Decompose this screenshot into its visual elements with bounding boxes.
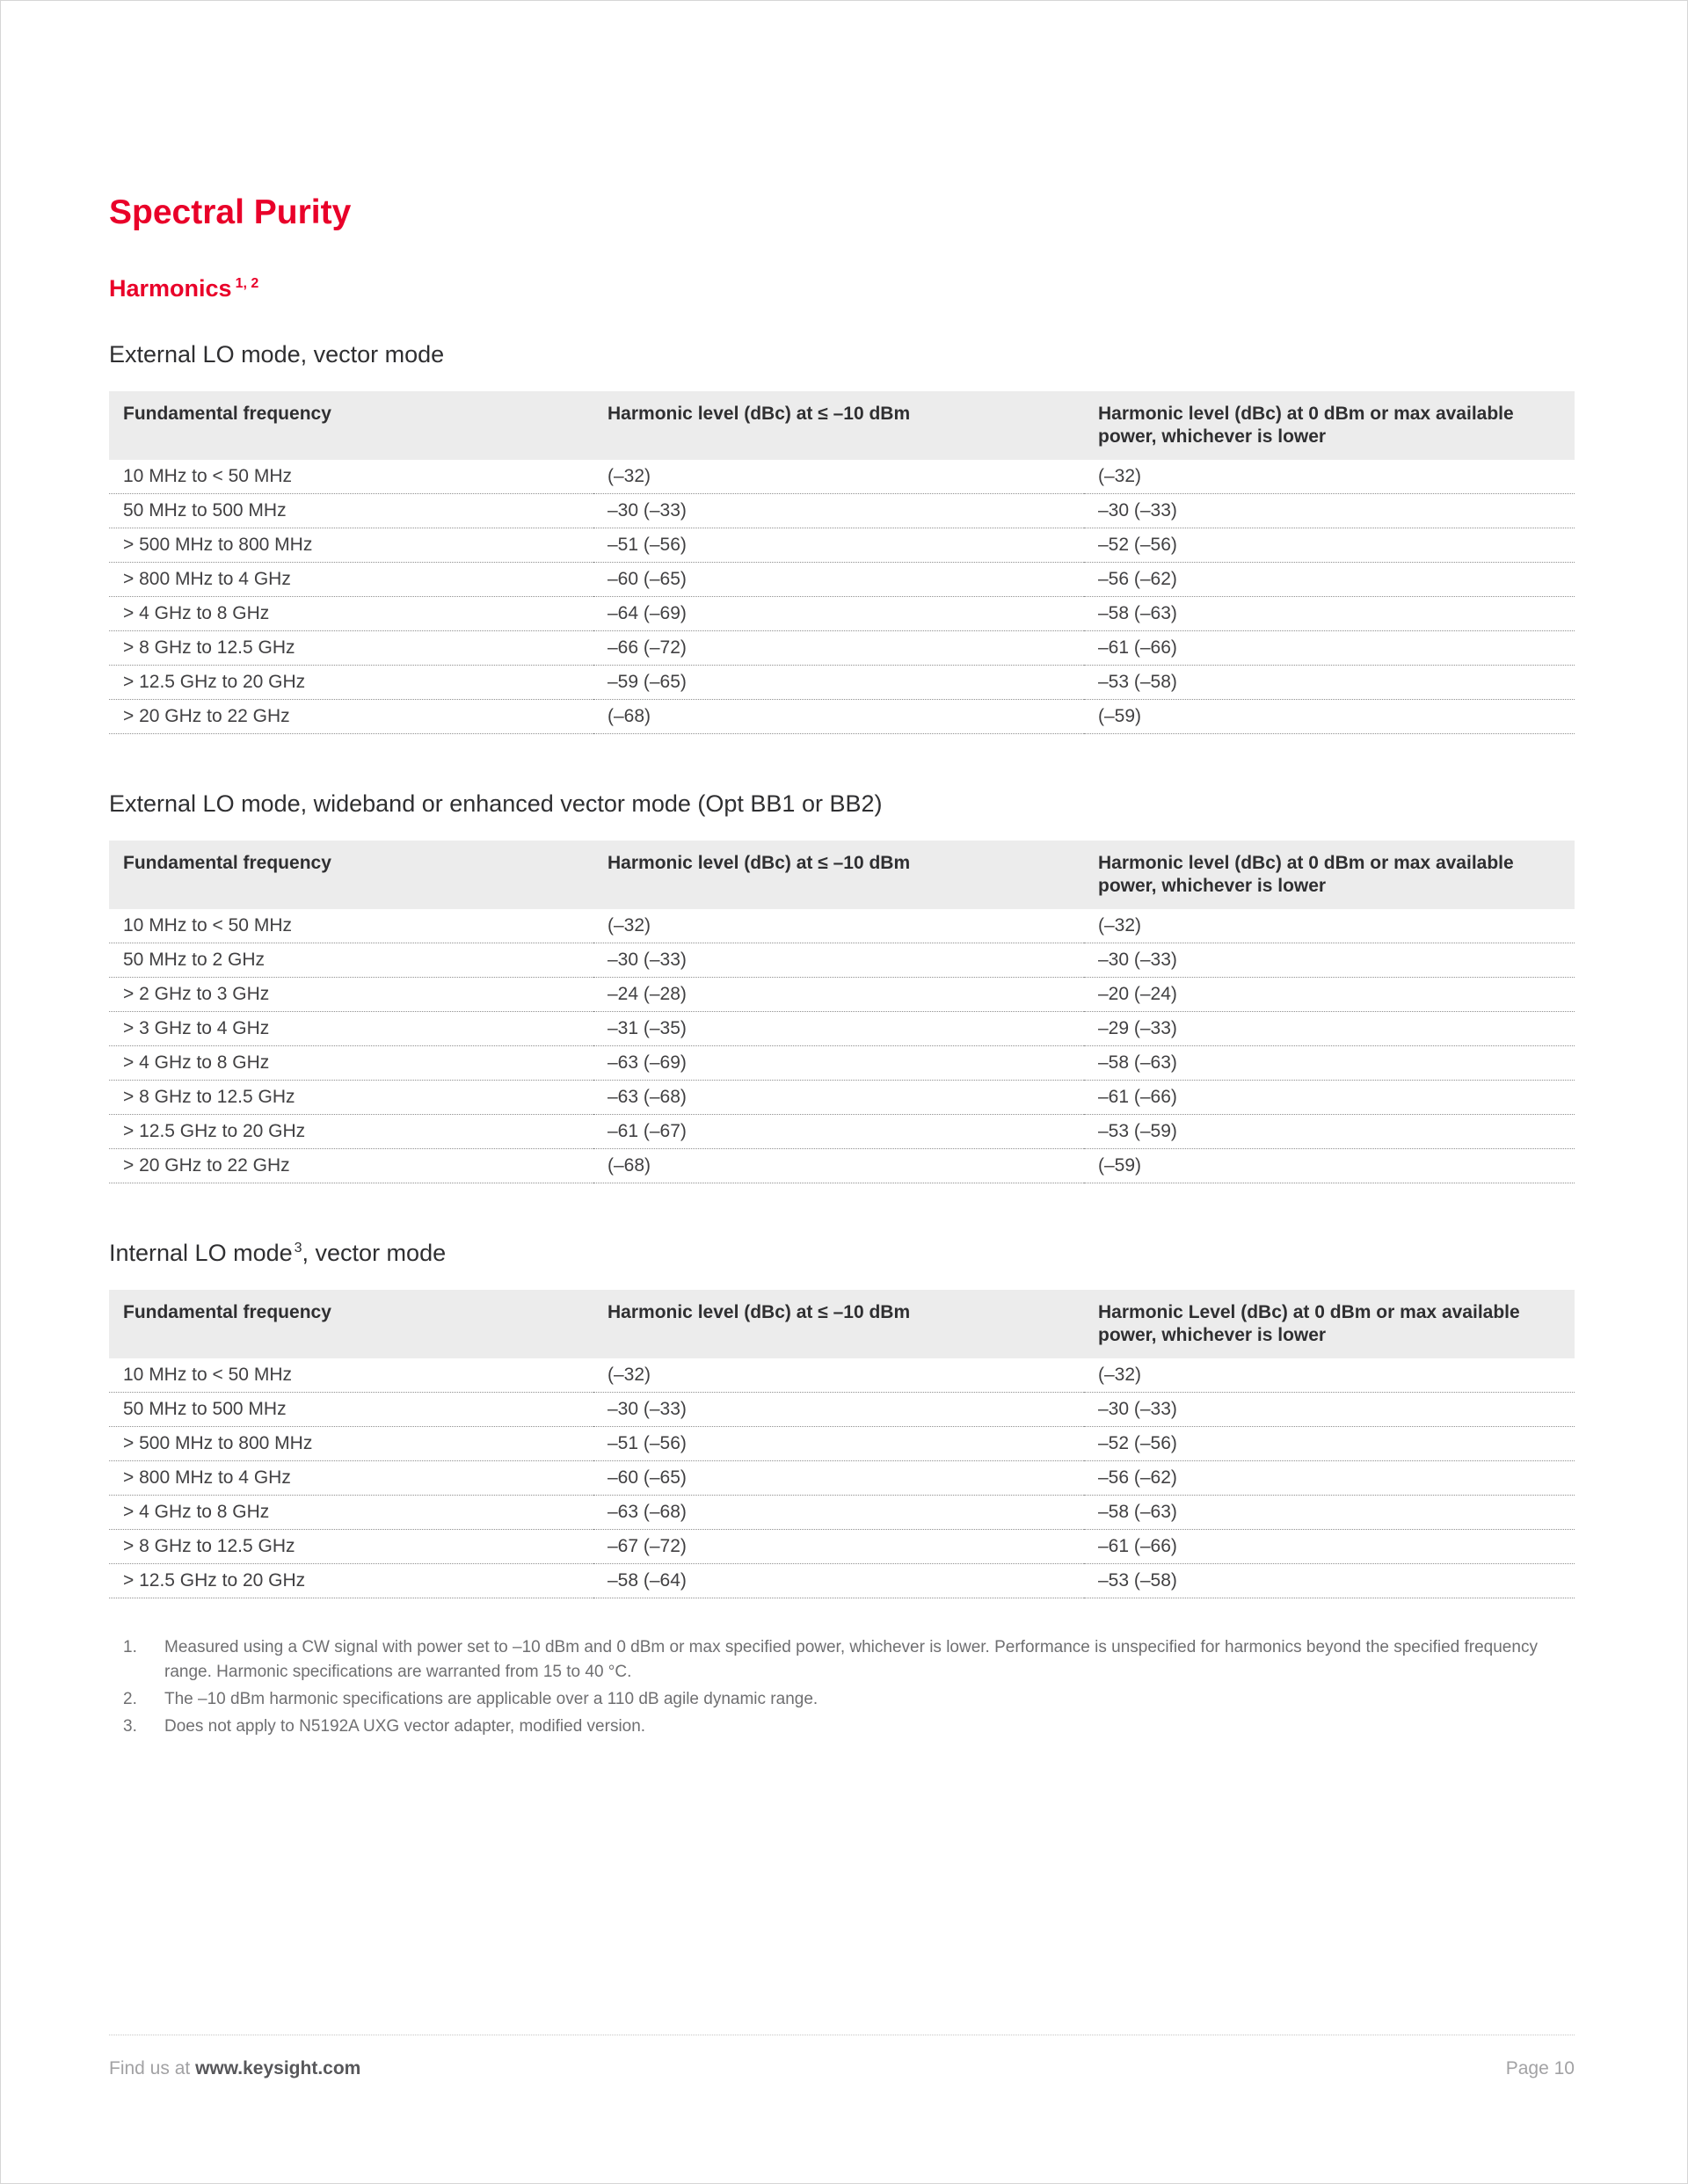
section-subtitle: [109, 276, 1575, 302]
footer-find-us: [109, 2058, 360, 2079]
table-body: [109, 1358, 1575, 1598]
table-cell: –67 (–72): [593, 1529, 1084, 1563]
table-cell: –20 (–24): [1084, 977, 1575, 1011]
table-header-row: [109, 391, 1575, 460]
table-cell: –29 (–33): [1084, 1011, 1575, 1045]
table-heading: [109, 790, 1575, 818]
table-row: [109, 562, 1575, 596]
table-cell: –52 (–56): [1084, 528, 1575, 562]
table-cell: 50 MHz to 2 GHz: [109, 943, 593, 977]
table-cell: > 3 GHz to 4 GHz: [109, 1011, 593, 1045]
table-cell: –60 (–65): [593, 1460, 1084, 1495]
table-row: [109, 630, 1575, 665]
table-row: [109, 596, 1575, 630]
table-cell: 10 MHz to < 50 MHz: [109, 909, 593, 943]
table-cell: –60 (–65): [593, 562, 1084, 596]
table-cell: –58 (–64): [593, 1563, 1084, 1598]
table-row: [109, 1045, 1575, 1080]
table-header-row: [109, 841, 1575, 909]
table-cell: (–32): [1084, 460, 1575, 494]
table-cell: > 20 GHz to 22 GHz: [109, 1148, 593, 1183]
table-row: [109, 1392, 1575, 1426]
table-row: [109, 909, 1575, 943]
table-cell: > 2 GHz to 3 GHz: [109, 977, 593, 1011]
spec-table-section-external-vector: [109, 341, 1575, 734]
table-cell: –53 (–59): [1084, 1114, 1575, 1148]
table-cell: 10 MHz to < 50 MHz: [109, 1358, 593, 1393]
table-body: [109, 909, 1575, 1183]
table-cell: –64 (–69): [593, 596, 1084, 630]
table-cell: > 800 MHz to 4 GHz: [109, 1460, 593, 1495]
table-heading-text-post: , vector mode: [302, 1239, 447, 1266]
table-cell: > 8 GHz to 12.5 GHz: [109, 630, 593, 665]
spec-table-section-external-wideband: [109, 790, 1575, 1183]
spec-table: [109, 841, 1575, 1183]
table-cell: –58 (–63): [1084, 1495, 1575, 1529]
table-cell: –56 (–62): [1084, 1460, 1575, 1495]
table-row: [109, 1563, 1575, 1598]
table-cell: –61 (–66): [1084, 1080, 1575, 1114]
col-header-harmonic-level-0dbm: Harmonic Level (dBc) at 0 dBm or max available power, whichever is lower: [1084, 1290, 1575, 1358]
subtitle-text: Harmonics: [109, 274, 232, 302]
table-heading-footnote-ref: 3: [294, 1240, 302, 1256]
table-cell: (–32): [1084, 909, 1575, 943]
table-heading: [109, 1240, 1575, 1267]
table-cell: > 8 GHz to 12.5 GHz: [109, 1080, 593, 1114]
footnote-item: [123, 1687, 1575, 1712]
table-cell: (–59): [1084, 699, 1575, 733]
col-header-fundamental-frequency: Fundamental frequency: [109, 391, 593, 460]
table-row: [109, 1080, 1575, 1114]
table-cell: –53 (–58): [1084, 665, 1575, 699]
table-cell: (–32): [593, 1358, 1084, 1393]
spec-table: [109, 1290, 1575, 1598]
table-heading-text: External LO mode, wideband or enhanced vector mode (Opt BB1 or BB2): [109, 790, 883, 817]
table-cell: (–68): [593, 699, 1084, 733]
table-body: [109, 460, 1575, 734]
table-cell: > 20 GHz to 22 GHz: [109, 699, 593, 733]
table-cell: –56 (–62): [1084, 562, 1575, 596]
footer-find-us-prefix: Find us at: [109, 2058, 196, 2078]
table-cell: 50 MHz to 500 MHz: [109, 1392, 593, 1426]
table-cell: –51 (–56): [593, 1426, 1084, 1460]
footnote-text: Does not apply to N5192A UXG vector adapter, modified version.: [164, 1716, 646, 1736]
table-cell: (–59): [1084, 1148, 1575, 1183]
col-header-harmonic-level-0dbm: Harmonic level (dBc) at 0 dBm or max available power, whichever is lower: [1084, 391, 1575, 460]
table-heading-text: Internal LO mode: [109, 1239, 293, 1266]
table-row: [109, 1495, 1575, 1529]
spec-table-section-internal-vector: [109, 1240, 1575, 1598]
footnote-item: [123, 1635, 1575, 1685]
page-title: Spectral Purity: [109, 193, 352, 231]
table-row: [109, 699, 1575, 733]
table-cell: (–32): [593, 460, 1084, 494]
table-cell: > 4 GHz to 8 GHz: [109, 596, 593, 630]
col-header-harmonic-level-minus10: Harmonic level (dBc) at ≤ –10 dBm: [593, 1290, 1084, 1358]
table-cell: 10 MHz to < 50 MHz: [109, 460, 593, 494]
col-header-fundamental-frequency: Fundamental frequency: [109, 841, 593, 909]
table-cell: –53 (–58): [1084, 1563, 1575, 1598]
table-cell: –30 (–33): [593, 493, 1084, 528]
table-header-row: [109, 1290, 1575, 1358]
table-row: [109, 943, 1575, 977]
keysight-link[interactable]: www.keysight.com: [195, 2058, 361, 2078]
table-cell: > 12.5 GHz to 20 GHz: [109, 665, 593, 699]
footnote-item: [123, 1714, 1575, 1739]
footnote-number: 3.: [123, 1716, 137, 1736]
table-cell: –63 (–68): [593, 1080, 1084, 1114]
table-heading-text: External LO mode, vector mode: [109, 340, 445, 368]
table-row: [109, 460, 1575, 494]
table-row: [109, 493, 1575, 528]
table-cell: –61 (–66): [1084, 630, 1575, 665]
table-row: [109, 528, 1575, 562]
table-cell: > 500 MHz to 800 MHz: [109, 1426, 593, 1460]
table-row: [109, 665, 1575, 699]
table-cell: > 4 GHz to 8 GHz: [109, 1045, 593, 1080]
table-row: [109, 1426, 1575, 1460]
table-cell: –30 (–33): [1084, 943, 1575, 977]
table-row: [109, 1148, 1575, 1183]
table-row: [109, 977, 1575, 1011]
table-cell: –66 (–72): [593, 630, 1084, 665]
table-cell: > 500 MHz to 800 MHz: [109, 528, 593, 562]
footnote-text: Measured using a CW signal with power set to –10 dBm and 0 dBm or max specified power, whichever is lower. Performance is unspecified for harmonics beyond the specified frequency range. Harmonic specifications are warranted from 15 to 40 °C.: [164, 1637, 1538, 1681]
table-cell: –52 (–56): [1084, 1426, 1575, 1460]
page-number: Page 10: [1505, 2058, 1575, 2078]
table-cell: –24 (–28): [593, 977, 1084, 1011]
table-cell: –58 (–63): [1084, 596, 1575, 630]
table-cell: (–68): [593, 1148, 1084, 1183]
table-cell: > 800 MHz to 4 GHz: [109, 562, 593, 596]
table-cell: > 12.5 GHz to 20 GHz: [109, 1563, 593, 1598]
table-cell: (–32): [1084, 1358, 1575, 1393]
table-cell: –31 (–35): [593, 1011, 1084, 1045]
subtitle-footnote-ref: 1, 2: [235, 275, 259, 291]
table-cell: > 12.5 GHz to 20 GHz: [109, 1114, 593, 1148]
table-cell: –61 (–66): [1084, 1529, 1575, 1563]
table-cell: (–32): [593, 909, 1084, 943]
table-cell: –51 (–56): [593, 528, 1084, 562]
spec-table: [109, 391, 1575, 734]
table-cell: –61 (–67): [593, 1114, 1084, 1148]
table-row: [109, 1358, 1575, 1393]
table-cell: –59 (–65): [593, 665, 1084, 699]
table-cell: –30 (–33): [593, 943, 1084, 977]
page-content: [1, 1, 1687, 1739]
table-row: [109, 1529, 1575, 1563]
table-cell: –63 (–69): [593, 1045, 1084, 1080]
col-header-harmonic-level-minus10: Harmonic level (dBc) at ≤ –10 dBm: [593, 391, 1084, 460]
table-cell: –63 (–68): [593, 1495, 1084, 1529]
table-cell: > 8 GHz to 12.5 GHz: [109, 1529, 593, 1563]
footnote-text: The –10 dBm harmonic specifications are applicable over a 110 dB agile dynamic range.: [164, 1689, 819, 1708]
table-row: [109, 1114, 1575, 1148]
table-row: [109, 1460, 1575, 1495]
col-header-harmonic-level-0dbm: Harmonic level (dBc) at 0 dBm or max available power, whichever is lower: [1084, 841, 1575, 909]
col-header-harmonic-level-minus10: Harmonic level (dBc) at ≤ –10 dBm: [593, 841, 1084, 909]
footnote-number: 2.: [123, 1689, 137, 1708]
table-cell: –58 (–63): [1084, 1045, 1575, 1080]
table-cell: 50 MHz to 500 MHz: [109, 493, 593, 528]
footnote-number: 1.: [123, 1637, 137, 1656]
table-cell: –30 (–33): [593, 1392, 1084, 1426]
footnotes: [109, 1635, 1575, 1739]
table-cell: –30 (–33): [1084, 493, 1575, 528]
page-footer: [109, 2035, 1575, 2079]
table-cell: > 4 GHz to 8 GHz: [109, 1495, 593, 1529]
col-header-fundamental-frequency: Fundamental frequency: [109, 1290, 593, 1358]
table-row: [109, 1011, 1575, 1045]
table-cell: –30 (–33): [1084, 1392, 1575, 1426]
table-heading: [109, 341, 1575, 368]
